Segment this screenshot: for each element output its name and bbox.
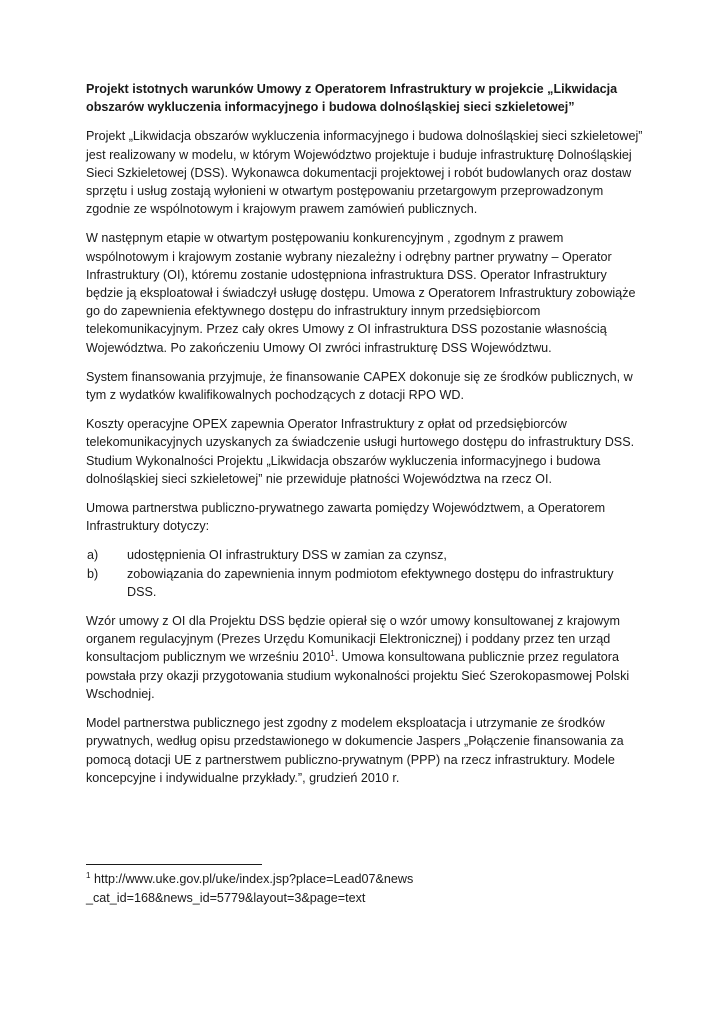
paragraph-4: Koszty operacyjne OPEX zapewnia Operator Infrastruktury z opłat od przedsiębiorców telekomunikacyjnych uzyskanych za świadczenie usługi hurtowego dostępu do infrastruktury DSS. Studium Wykonalności Projektu „Likwidacja obszarów wykluczenia informacyjnego i budowa dolnośląskiej sieci szkieletowej” nie przewiduje płatności Województwa na rzecz OI. — [86, 417, 635, 486]
footnote-reference[interactable]: 1 — [330, 649, 335, 659]
paragraph-6-text-after: . Umowa konsultowana publicznie przez regulatora powstała przy okazji przygotowania studium wykonalności projektu Sieć Szerokopasmowej Polski Wschodniej. — [86, 650, 630, 701]
footnote-marker: 1 — [86, 870, 91, 880]
footnote — [86, 870, 446, 907]
footnote-url-part-1[interactable]: http://www.uke.gov.pl/uke/index.jsp?place=Lead07&news — [90, 872, 414, 886]
paragraph-3: System finansowania przyjmuje, że finansowanie CAPEX dokonuje się ze środków publicznych, w tym z wydatków kwalifikowalnych pochodzących z dotacji RPO WD. — [86, 369, 633, 403]
footnote-line-1 — [86, 870, 446, 889]
list-item-text: udostępnienia OI infrastruktury DSS w zamian za czynsz, — [127, 548, 447, 563]
document-title: Projekt istotnych warunków Umowy z Operatorem Infrastruktury w projekcie „Likwidacja obszarów wykluczenia informacyjnego i budowa dolnośląskiej sieci szkieletowej” — [86, 82, 618, 115]
footnote-url-part-2[interactable]: _cat_id=168&news_id=5779&layout=3&page=text — [86, 890, 366, 905]
paragraph-2: W następnym etapie w otwartym postępowaniu konkurencyjnym , zgodnym z prawem wspólnotowym i krajowym zostanie wybrany niezależny i odrębny partner prywatny – Operator Infrastruktury (OI), któremu zostanie udostępniona infrastruktura DSS. Operator Infrastruktury będzie ją eksploatował i świadczył usługę dostępu. Umowa z Operatorem Infrastruktury zobowiąże go do zapewnienia efektywnego dostępu do infrastruktury innym przedsiębiorcom telekomunikacyjnym. Przez cały okres Umowy z OI infrastruktura DSS pozostanie własnością Województwa. Po zakończeniu Umowy OI zwróci infrastrukturę DSS Województwu. — [86, 231, 636, 355]
list-item — [86, 565, 646, 601]
list-marker: a) — [87, 548, 99, 563]
paragraph-6 — [86, 612, 646, 703]
paragraph-1: Projekt „Likwidacja obszarów wykluczenia informacyjnego i budowa dolnośląskiej sieci szkieletowej” jest realizowany w modelu, w którym Województwo projektuje i buduje infrastrukturę Dolnośląskiej Sieci Szkieletowej (DSS). Wykonawca dokumentacji projektowej i robót budowlanych oraz dostaw sprzętu i usług zostają wyłonieni w otwartym postępowaniu przetargowym przeprowadzonym zgodnie ze wspólnotowym i krajowym prawem zamówień publicznych. — [86, 129, 643, 217]
footnote-separator — [86, 864, 262, 865]
list-marker: b) — [87, 566, 99, 581]
list-item — [86, 546, 646, 564]
paragraph-7: Model partnerstwa publicznego jest zgodny z modelem eksploatacja i utrzymanie ze środków prywatnych, według opisu przedstawionego w dokumencie Jaspers „Połączenie finansowania za pomocą dotacji UE z partnerstwem publiczno-prywatnym (PPP) na rzecz infrastruktury. Modele koncepcyjne i indywidualne przykłady.”, grudzień 2010 r. — [86, 716, 624, 785]
paragraph-6-text-before: Wzór umowy z OI dla Projektu DSS będzie opierał się o wzór umowy konsultowanej z krajowym organem regulacyjnym (Prezes Urzędu Komunikacji Elektronicznej) i poddany przez ten urząd konsultacjom publicznym we wrześniu 2010 — [86, 614, 621, 665]
document-body — [86, 80, 646, 798]
paragraph-5: Umowa partnerstwa publiczno-prywatnego zawarta pomiędzy Województwem, a Operatorem Infrastruktury dotyczy: — [86, 501, 606, 534]
list-item-text: zobowiązania do zapewnienia innym podmiotom efektywnego dostępu do infrastruktury DSS. — [127, 566, 614, 599]
scope-list — [86, 546, 646, 601]
